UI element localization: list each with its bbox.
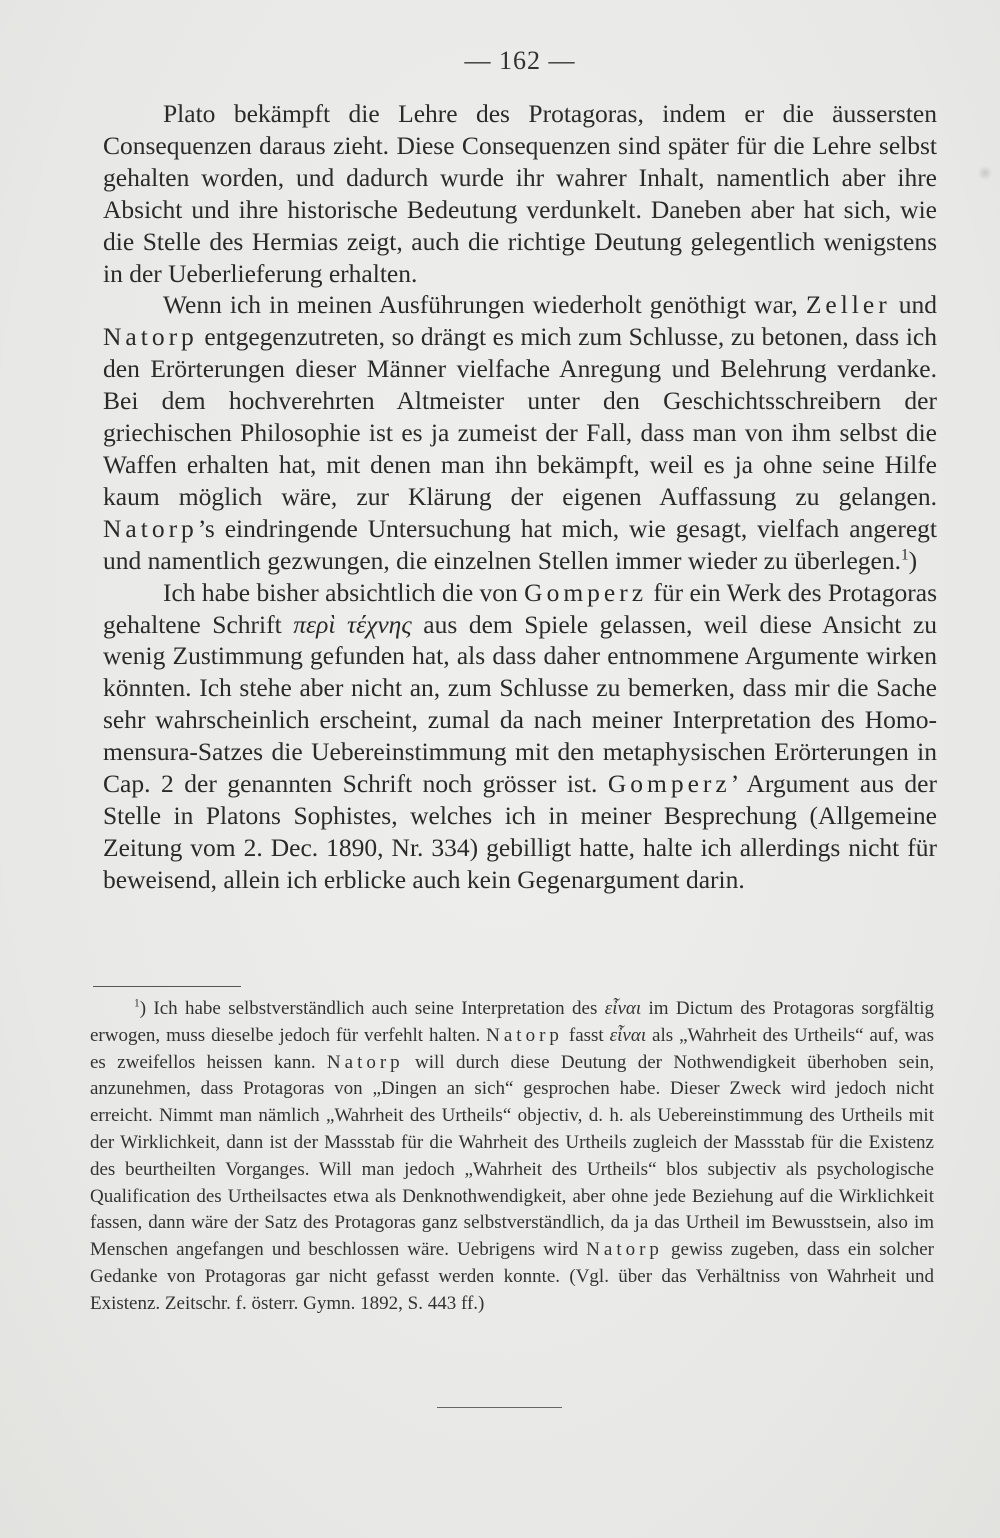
spaced-name: Natorp [103, 322, 198, 352]
text-run: Wenn ich in meinen Ausführungen wiederholt genöthigt war, [163, 290, 806, 320]
spaced-name: Natorp [586, 1239, 663, 1261]
spaced-name: Natorp [103, 513, 198, 543]
text-run: ’s eindringende Untersuchung hat mich, wie gesagt, vielfach angeregt und namentlich gezwungen, die einzelnen Stellen immer wieder zu überlegen. [103, 513, 937, 575]
footnote-marker: 1 [134, 997, 140, 1010]
footnote-marker: 1 [901, 546, 909, 564]
text-run: fasst [562, 1024, 610, 1046]
text-run: Plato bekämpft die Lehre des Protagoras, indem er die äussersten Consequenzen daraus zieht. Diese Consequenzen sind später für die Lehre selbst gehalten worden, und dadurch wurde ihr wahrer Inhalt, namentlich aber ihre Absicht und ihre historische Bedeutung verdunkelt. Daneben aber hat sich, wie die Stelle des Hermias zeigt, auch die richtige Deutung gelegentlich wenigstens in der Ueberlieferung erhalten. [103, 99, 937, 288]
text-run: ’ Argument aus der Stelle in Platons Sophistes, welches ich in meiner Besprechung (Allgemeine Zeitung vom 2. Dec. 1890, Nr. 334) gebilligt hatte, halte ich allerdings nicht für beweisend, allein ich erblicke auch kein Gegenargument darin. [103, 769, 937, 894]
text-run: im Dictum des Protagoras sorgfältig erwogen, muss dieselbe jedoch für verfehlt halten. [90, 998, 934, 1046]
text-run: gewiss zugeben, dass ein solcher Gedanke von Protagoras gar nicht gefasst werden konnte. (Vgl. über das Verhältniss von Wahrheit und Existenz. Zeitschr. f. österr. Gymn. 1892, S. 443 ff.) [90, 1239, 934, 1314]
paragraph [103, 577, 937, 896]
text-run: ) [908, 545, 918, 575]
text-run: und [890, 290, 937, 320]
paper-smudge [978, 166, 992, 180]
spaced-name: Natorp [486, 1024, 563, 1046]
greek-term: εἶναι [609, 1024, 647, 1046]
text-run: für ein Werk des Protagoras gehaltene Schrift [103, 577, 937, 639]
footnote-separator [93, 986, 241, 987]
greek-term: εἶναι [604, 998, 642, 1019]
end-rule [437, 1407, 562, 1408]
spaced-name: Zeller [805, 290, 891, 320]
spaced-name: Gomperz [524, 577, 648, 607]
spaced-name: Natorp [326, 1051, 404, 1073]
paragraph [103, 98, 937, 289]
page-number: — 162 — [464, 46, 576, 75]
text-run: entgegenzutreten, so drängt es mich zum Schlusse, zu betonen, dass ich den Erörterungen dieser Männer vielfache Anregung und Belehrung verdanke. Bei dem hochverehrten Altmeister unter den Geschichtsschreibern der griechischen Philosophie ist es ja zumeist der Fall, dass man von ihm selbst die Waffen erhalten hat, mit denen man ihn bekämpft, weil es ja ohne seine Hilfe kaum möglich wäre, zur Klärung der eigenen Auffassung zu gelangen. [103, 322, 937, 511]
greek-term: περὶ τέχνης [293, 609, 412, 639]
text-run: ) Ich habe selbstverständlich auch seine Interpretation des [139, 998, 605, 1019]
footnote [90, 996, 934, 1318]
text-run: als „Wahrheit des Urtheils“ auf, was es zweifellos heissen kann. [90, 1024, 934, 1073]
text-run: will durch diese Deutung der Nothwendigkeit überhoben sein, anzunehmen, dass Protagoras von „Dingen an sich“ gesprochen habe. Dieser Zweck wird jedoch nicht erreicht. Nimmt man nämlich „Wahrheit des Urtheils“ objectiv, d. h. als Uebereinstimmung des Urtheils mit der Wirklichkeit, dann ist der Massstab für die Wahrheit des Urtheils zugleich der Massstab für die Existenz des beurtheilten Vorganges. Will man jedoch „Wahrheit des Urtheils“ blos subjectiv als psychologische Qualification des Urtheilsactes etwa als Denknothwendigkeit, aber ohne jede Beziehung auf die Wirklichkeit fassen, dann wäre der Satz des Protagoras ganz selbstverständlich, da ja das Urtheil im Bewusstsein, also im Menschen angefangen und beschlossen wäre. Uebrigens wird [90, 1051, 934, 1261]
footnotes [90, 996, 934, 1318]
text-run: Ich habe bisher absichtlich die von [163, 577, 525, 607]
spaced-name: Gomperz [607, 769, 731, 799]
text-run: aus dem Spiele gelassen, weil diese Ansicht zu wenig Zustimmung gefunden hat, als dass daher entnommene Argumente wirken könnten. Ich stehe aber nicht an, zum Schlusse zu bemerken, dass mir die Sache sehr wahrscheinlich erscheint, zumal da nach meiner Interpretation des Homo-mensura-Satzes die Uebereinstimmung mit den metaphysischen Erörterungen in Cap. 2 der genannten Schrift noch grösser ist. [103, 609, 937, 799]
paragraph [103, 289, 937, 576]
body-text [103, 98, 937, 896]
